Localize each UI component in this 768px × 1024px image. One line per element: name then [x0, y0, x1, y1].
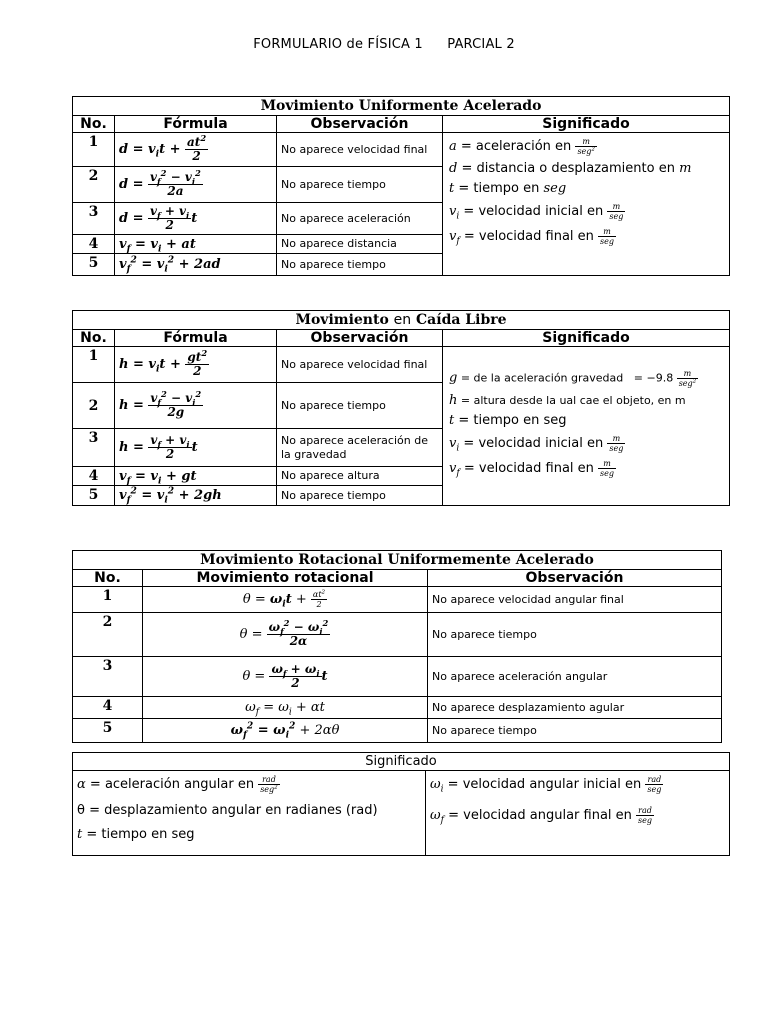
- row-number: 2: [73, 167, 115, 203]
- sig-h: h = altura desde la ual cae el objeto, en m: [449, 392, 686, 408]
- subtitle-text: PARCIAL 2: [447, 37, 515, 52]
- observation: No aparece desplazamiento agular: [428, 697, 722, 719]
- sig-alpha: α = aceleración angular en $\frac{\text{rad}}{seg^2}$: [77, 775, 278, 794]
- sig-left: [73, 771, 426, 856]
- observation: No aparece tiempo: [277, 254, 443, 276]
- formula: $v_f = v_i$ + gt: [115, 467, 277, 486]
- header-movimiento: Movimiento rotacional: [143, 570, 428, 587]
- rotacional-table: [72, 550, 722, 743]
- row-number: 3: [73, 657, 143, 697]
- header-no: No.: [73, 116, 115, 133]
- row-number: 5: [73, 719, 143, 743]
- formula: h = $\frac{v_f^2 - v_i^2}{2g}$: [115, 383, 277, 429]
- header-observacion: Observación: [277, 116, 443, 133]
- document-title: [0, 37, 768, 52]
- title-text: FORMULARIO de FÍSICA 1: [253, 37, 423, 52]
- row-number: 5: [73, 254, 115, 276]
- rotacional-significado: [72, 752, 730, 856]
- formula: $\omega_f = \omega_i + \alpha t$: [143, 697, 428, 719]
- observation: No aparece tiempo: [277, 383, 443, 429]
- sig-vf: $v_f$ = velocidad final en $\frac{m}{\text{seg}}$: [449, 227, 615, 247]
- observation: No aparece velocidad final: [277, 347, 443, 383]
- row-number: 1: [73, 133, 115, 167]
- sig-t: t = tiempo en seg: [77, 827, 195, 842]
- row-number: 1: [73, 587, 143, 613]
- sig-wf: $\omega_f$ = velocidad angular final en $\frac{\text{rad}}{\text{seg}}$: [430, 806, 653, 826]
- observation: No aparece aceleración de la gravedad: [277, 429, 443, 467]
- formula: θ = $\frac{\omega_f^2 - \omega_i^2}{2\alpha}$: [143, 613, 428, 657]
- row-number: 2: [73, 613, 143, 657]
- formula: θ = $\frac{\omega_f + \omega_i}{2}$ t: [143, 657, 428, 697]
- sig-right: [426, 771, 730, 856]
- formula: d = $\frac{v_f + v_i}{2}$ t: [115, 203, 277, 235]
- mua-significado: [443, 133, 730, 276]
- header-observacion: Observación: [277, 330, 443, 347]
- header-formula: Fórmula: [115, 330, 277, 347]
- sig-a: a = aceleración en $\frac{m}{seg^2}$: [449, 137, 595, 156]
- observation: No aparece aceleración: [277, 203, 443, 235]
- formula: h = $\frac{v_f + v_i}{2}$ t: [115, 429, 277, 467]
- header-significado: Significado: [443, 330, 730, 347]
- header-no: No.: [73, 570, 143, 587]
- row-number: 2: [73, 383, 115, 429]
- sig-wi: $\omega_i$ = velocidad angular inicial en $\frac{\text{rad}}{\text{seg}}$: [430, 775, 662, 795]
- row-number: 4: [73, 235, 115, 254]
- formula: d = $\frac{v_f^2 - v_i^2}{2a}$: [115, 167, 277, 203]
- sig-vf: $v_f$ = velocidad final en $\frac{m}{\text{seg}}$: [449, 458, 615, 479]
- sig-theta: θ = desplazamiento angular en radianes (rad): [77, 803, 378, 818]
- sig-t: t = tiempo en seg: [449, 181, 567, 196]
- observation: No aparece altura: [277, 467, 443, 486]
- header-observacion: Observación: [428, 570, 722, 587]
- formula: $d = v_it$ + $\frac{at^2}{2}$: [115, 133, 277, 167]
- observation: No aparece tiempo: [277, 167, 443, 203]
- row-number: 1: [73, 347, 115, 383]
- formula: $\omega_f^2 = \omega_i^2 + 2\alpha\theta$: [143, 719, 428, 743]
- row-number: 4: [73, 697, 143, 719]
- significado-title: Significado: [73, 753, 730, 771]
- row-number: 5: [73, 486, 115, 506]
- observation: No aparece distancia: [277, 235, 443, 254]
- sig-vi: $v_i$ = velocidad inicial en $\frac{m}{\text{seg}}$: [449, 433, 624, 454]
- sig-d: d = distancia o desplazamiento en m: [449, 161, 692, 176]
- mua-title: Movimiento Uniformente Acelerado: [73, 97, 730, 116]
- sig-g: g = de la aceleración gravedad = −9.8 $\frac{m}{seg^2}$: [449, 368, 697, 388]
- caida-title: Movimiento en Caída Libre: [73, 311, 730, 330]
- header-formula: Fórmula: [115, 116, 277, 133]
- sig-t: t = tiempo en seg: [449, 412, 567, 428]
- formula: $v_f^2 = v_i^2 + 2gh$: [115, 486, 277, 506]
- caida-libre-table: [72, 310, 730, 506]
- observation: No aparece tiempo: [428, 613, 722, 657]
- row-number: 3: [73, 203, 115, 235]
- mua-table: [72, 96, 730, 276]
- formula: $v_f^2 = v_i^2 + 2ad$: [115, 254, 277, 276]
- caida-significado: [443, 347, 730, 506]
- formula: $\theta = \omega_it$ + $\frac{\alpha t^2}{2}$: [143, 587, 428, 613]
- rot-title: Movimiento Rotacional Uniformemente Acelerado: [73, 551, 722, 570]
- observation: No aparece aceleración angular: [428, 657, 722, 697]
- sig-vi: $v_i$ = velocidad inicial en $\frac{m}{\text{seg}}$: [449, 202, 624, 222]
- header-no: No.: [73, 330, 115, 347]
- row-number: 3: [73, 429, 115, 467]
- observation: No aparece velocidad angular final: [428, 587, 722, 613]
- observation: No aparece tiempo: [277, 486, 443, 506]
- formula: $h = v_it$ + $\frac{gt^2}{2}$: [115, 347, 277, 383]
- formula: $v_f = v_i$ + at: [115, 235, 277, 254]
- observation: No aparece velocidad final: [277, 133, 443, 167]
- row-number: 4: [73, 467, 115, 486]
- header-significado: Significado: [443, 116, 730, 133]
- observation: No aparece tiempo: [428, 719, 722, 743]
